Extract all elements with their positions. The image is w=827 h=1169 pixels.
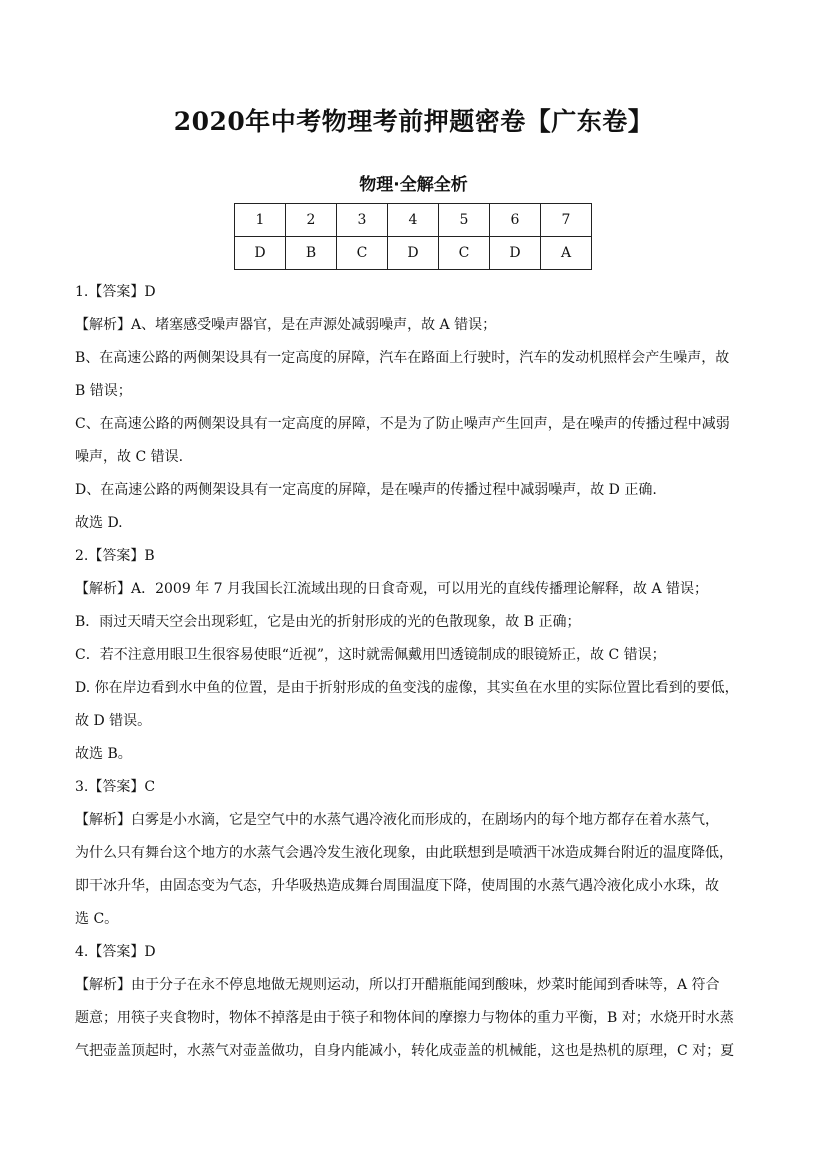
question-number: 6 [490,204,541,237]
page-title: 2020年中考物理考前押题密卷【广东卷】 [173,107,654,136]
answer-heading-3: 3.【答案】C [75,779,156,795]
analysis-line: 故 D 错误。 [75,713,152,729]
analysis-line: C、在高速公路的两侧架设具有一定高度的屏障，不是为了防止噪声产生回声，是在噪声的传播过程中减弱 [75,416,730,432]
conclusion-line: 故选 B。 [75,746,132,762]
analysis-line: 【解析】白雾是小水滴，它是空气中的水蒸气遇冷液化而形成的，在剧场内的每个地方都存在着水蒸气， [75,812,719,828]
question-number: 2 [286,204,337,237]
answer-cell: B [286,237,337,270]
question-number: 5 [439,204,490,237]
analysis-line: 为什么只有舞台这个地方的水蒸气会遇冷发生液化现象，由此联想到是喷洒干冰造成舞台附近的温度降低， [75,845,733,861]
question-number: 1 [235,204,286,237]
answer-table [234,203,592,270]
analysis-line: 选 C。 [75,911,119,927]
analysis-line: 【解析】A、堵塞感受噪声器官，是在声源处减弱噪声，故 A 错误； [75,317,497,333]
answer-heading-2: 2.【答案】B [75,548,155,564]
answer-cell: A [541,237,592,270]
question-number: 4 [388,204,439,237]
analysis-line: 气把壶盖顶起时，水蒸气对壶盖做功，自身内能减小，转化成壶盖的机械能，这也是热机的原理，C 对；夏 [75,1043,735,1059]
analysis-line: D. 你在岸边看到水中鱼的位置，是由于折射形成的鱼变浅的虚像，其实鱼在水里的实际位置比看到的要低， [75,680,739,696]
answer-cell: D [235,237,286,270]
answer-cell: D [490,237,541,270]
analysis-line: 噪声，故 C 错误. [75,449,184,465]
analysis-line: 【解析】由于分子在永不停息地做无规则运动，所以打开醋瓶能闻到酸味，炒菜时能闻到香味等，A 符合 [75,977,720,993]
analysis-line: 【解析】A．2009 年 7 月我国长江流域出现的日食奇观，可以用光的直线传播理论解释，故 A 错误； [75,581,709,597]
question-number-row [235,204,592,237]
answer-heading-1: 1.【答案】D [75,284,156,300]
answer-heading-4: 4.【答案】D [75,944,156,960]
section-subtitle: 物理·全解全析 [359,175,468,195]
analysis-line: B 错误； [75,383,132,399]
answer-cell: C [337,237,388,270]
question-number: 7 [541,204,592,237]
answer-cell: D [388,237,439,270]
analysis-line: 即干冰升华，由固态变为气态，升华吸热造成舞台周围温度下降，使周围的水蒸气遇冷液化成小水珠，故 [75,878,719,894]
conclusion-line: 故选 D. [75,515,123,531]
question-number: 3 [337,204,388,237]
answer-row [235,237,592,270]
analysis-line: C．若不注意用眼卫生很容易使眼“近视”，这时就需佩戴用凹透镜制成的眼镜矫正，故 C 错误； [75,647,666,663]
analysis-line: D、在高速公路的两侧架设具有一定高度的屏障，是在噪声的传播过程中减弱噪声，故 D 正确. [75,482,657,498]
analysis-line: B．雨过天晴天空会出现彩虹，它是由光的折射形成的光的色散现象，故 B 正确； [75,614,581,630]
analysis-line: 题意；用筷子夹食物时，物体不掉落是由于筷子和物体间的摩擦力与物体的重力平衡，B 对；水烧开时水蒸 [75,1010,734,1026]
solution-content [75,276,755,1068]
answer-cell: C [439,237,490,270]
analysis-line: B、在高速公路的两侧架设具有一定高度的屏障，汽车在路面上行驶时，汽车的发动机照样会产生噪声，故 [75,350,730,366]
